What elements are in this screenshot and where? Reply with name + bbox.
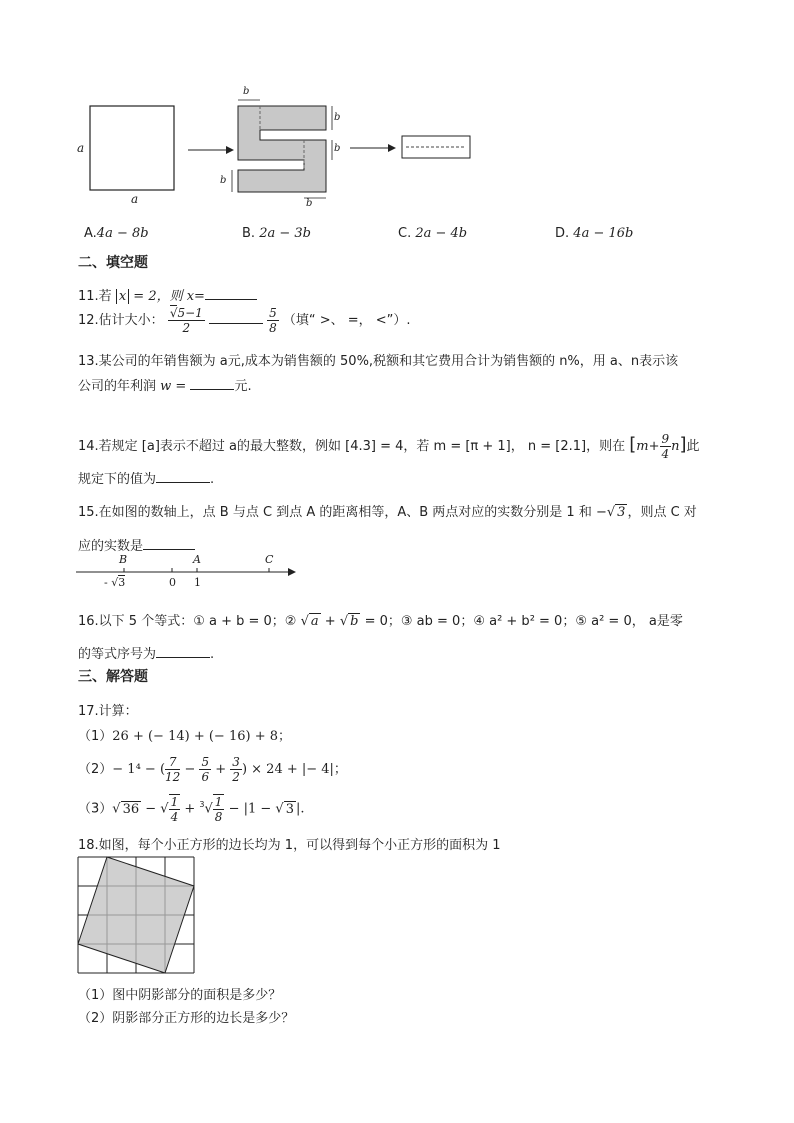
label-b2: b [334,112,341,123]
label-b1: b [243,86,250,97]
q13-line1: 13.某公司的年销售额为 a元,成本为销售额的 50%,税额和其它费用合计为销售额的 n%，用 a、n表示该 [78,354,679,369]
q11: 11.若 x = 2，则 x= [78,285,257,304]
q17-part3: （3）√ 36 − √ $\frac{1}{4}$ + $^3$√ $\frac{1}{8}$ − |1 − √ 3 |. [78,795,305,824]
s-shape [238,106,326,192]
q15-answer-blank[interactable] [143,537,195,550]
q15-line1: 15.在如图的数轴上，点 B 与点 C 到点 A 的距离相等，A、B 两点对应的实数分别是 1 和 −√ 3 ，则点 C 对 [78,505,697,520]
one-label: 1 [194,576,201,589]
q12: 12.估计大小： $\frac{√5-1}{2}$ $\frac{5}{8}$ （填“ >、 =， <”）. [78,306,411,335]
q12-answer-blank[interactable] [209,311,263,324]
point-c-label: C [265,553,274,566]
q16-line1: 16.以下 5 个等式：① a + b = 0；② √ a + √ b = 0；③ ab = 0；④ a² + b² = 0；⑤ a² = 0， a是零 [78,614,683,629]
label-b5: b [306,198,313,209]
q18-title: 18.如图，每个小正方形的边长均为 1，可以得到每个小正方形的面积为 1 [78,838,501,853]
q10-option-d: D. 4a − 16b [555,226,634,241]
q11-answer-blank[interactable] [205,287,257,300]
section3-title: 三、解答题 [78,669,148,685]
label-b4: b [220,175,227,186]
section2-title: 二、填空题 [78,255,148,271]
q18-sub2: （2）阴影部分正方形的边长是多少？ [78,1011,295,1026]
q13-answer-blank[interactable] [190,377,234,390]
q17-title: 17.计算： [78,704,138,719]
label-a-bottom: a [131,192,139,206]
label-a-left: a [77,141,85,155]
q14-line2: 规定下的值为 . [78,472,215,487]
grid-figure [77,856,195,974]
q10-option-a: A.4a − 8b [84,226,149,241]
q18-sub1: （1）图中阴影部分的面积是多少？ [78,988,282,1003]
point-b-label: B [119,553,128,566]
q14-answer-blank[interactable] [156,470,210,483]
shaded-square [78,857,194,973]
q14-line1: 14.若规定 [a]表示不超过 a的最大整数，例如 [4.3] = 4，若 m = [π + 1]， n = [2.1]，则在 [m+ $\frac{9}{4}$ n]此 [78,432,700,461]
q16-line2: 的等式序号为 . [78,647,215,662]
label-b3: b [334,143,341,154]
original-square [90,106,174,190]
zero-label: 0 [169,576,176,589]
point-a-label: A [193,553,201,566]
neg-sqrt3-label: - √3 [104,576,126,589]
q15-line2: 应的实数是 [78,535,195,554]
q13-line2: 公司的年利润 w = 元. [78,379,252,394]
q16-answer-blank[interactable] [156,645,210,658]
q10-option-b: B. 2a − 3b [242,226,311,241]
q10-option-c: C. 2a − 4b [398,226,468,241]
q17-part1: （1）26 + (− 14) + (− 16) + 8； [78,729,291,744]
q17-part2: （2）− 1⁴ − ( $\frac{7}{12}$ − $\frac{5}{6}$ + $\frac{3}{2}$ ) × 24 + |− 4|； [78,755,347,784]
